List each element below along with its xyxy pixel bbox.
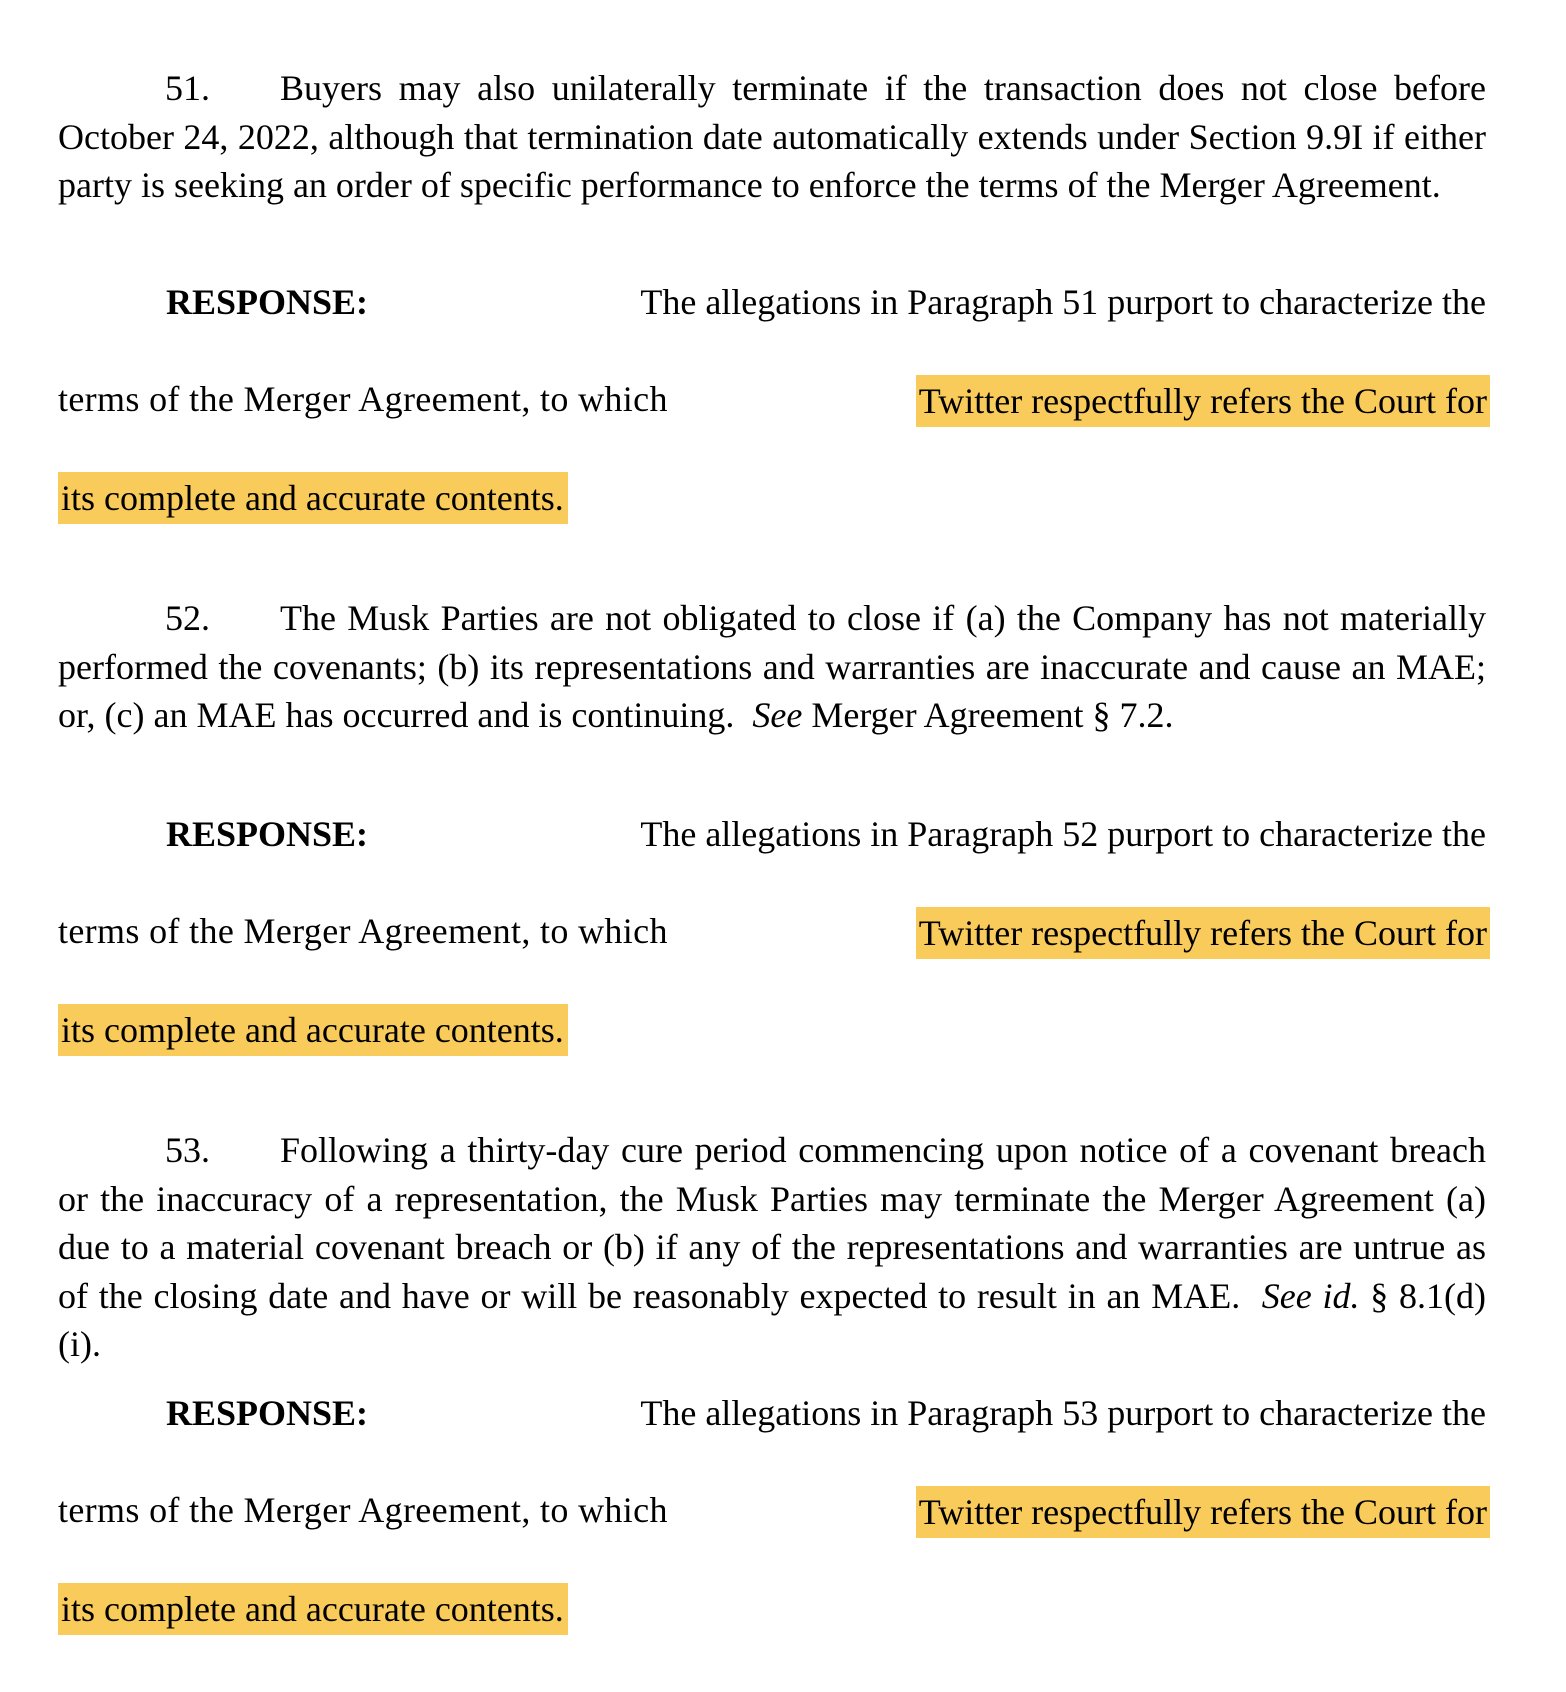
paragraph-number: 53. xyxy=(165,1130,210,1170)
highlighted-text: its complete and accurate contents. xyxy=(58,472,568,524)
response-line-2 xyxy=(58,1486,1486,1534)
highlighted-text: its complete and accurate contents. xyxy=(58,1004,568,1056)
paragraph-52 xyxy=(58,594,1486,740)
paragraph-text: The Musk Parties are not obligated to close if (a) the Company has not materially performed the covenants; (b) its representations and warranties are inaccurate and cause an MAE; or, (c) an MAE has occurred and is continuing. xyxy=(58,598,1486,735)
citation-signal: See xyxy=(752,695,803,735)
paragraph-53 xyxy=(58,1126,1486,1369)
response-line-2 xyxy=(58,375,1486,423)
response-head-text: The allegations in Paragraph 52 purport to characterize the xyxy=(640,814,1486,854)
response-plain-text: terms of the Merger Agreement, to which xyxy=(58,1490,668,1530)
highlighted-text: its complete and accurate contents. xyxy=(58,1583,568,1635)
response-label: RESPONSE: xyxy=(166,814,369,854)
response-line-3 xyxy=(58,472,1486,520)
response-plain-text: terms of the Merger Agreement, to which xyxy=(58,911,668,951)
highlighted-text: Twitter respectfully refers the Court for xyxy=(916,375,1490,427)
response-line-3 xyxy=(58,1583,1486,1631)
paragraph-text: Buyers may also unilaterally terminate if the transaction does not close before October 24, 2022, although that termination date automatically extends under Section 9.9I if either party is seeking an order of specific performance to enforce the terms of the Merger Agreement. xyxy=(58,68,1486,205)
highlighted-text: Twitter respectfully refers the Court for xyxy=(916,1486,1490,1538)
paragraph-text: Following a thirty-day cure period commencing upon notice of a covenant breach or the inaccuracy of a representation, the Musk Parties may terminate the Merger Agreement (a) due to a material covenant breach or (b) if any of the representations and warranties are untrue as of the closing date and have or will be reasonably expected to result in an MAE. xyxy=(58,1130,1486,1316)
paragraph-number: 52. xyxy=(165,598,210,638)
response-line-1 xyxy=(58,278,1486,326)
paragraph-number: 51. xyxy=(165,68,210,108)
citation: Merger Agreement § 7.2. xyxy=(811,695,1174,735)
response-label: RESPONSE: xyxy=(166,282,369,322)
response-label: RESPONSE: xyxy=(166,1393,369,1433)
response-head-text: The allegations in Paragraph 51 purport to characterize the xyxy=(640,282,1486,322)
response-line-2 xyxy=(58,907,1486,955)
highlighted-text: Twitter respectfully refers the Court for xyxy=(916,907,1490,959)
response-head-text: The allegations in Paragraph 53 purport to characterize the xyxy=(640,1393,1486,1433)
citation-signal: See id. xyxy=(1261,1275,1360,1316)
response-line-3 xyxy=(58,1004,1486,1052)
response-line-1 xyxy=(58,1389,1486,1437)
response-line-1 xyxy=(58,810,1486,858)
response-plain-text: terms of the Merger Agreement, to which xyxy=(58,379,668,419)
citation: § 8.1(d)(i). xyxy=(58,1275,1487,1364)
paragraph-51 xyxy=(58,64,1486,210)
